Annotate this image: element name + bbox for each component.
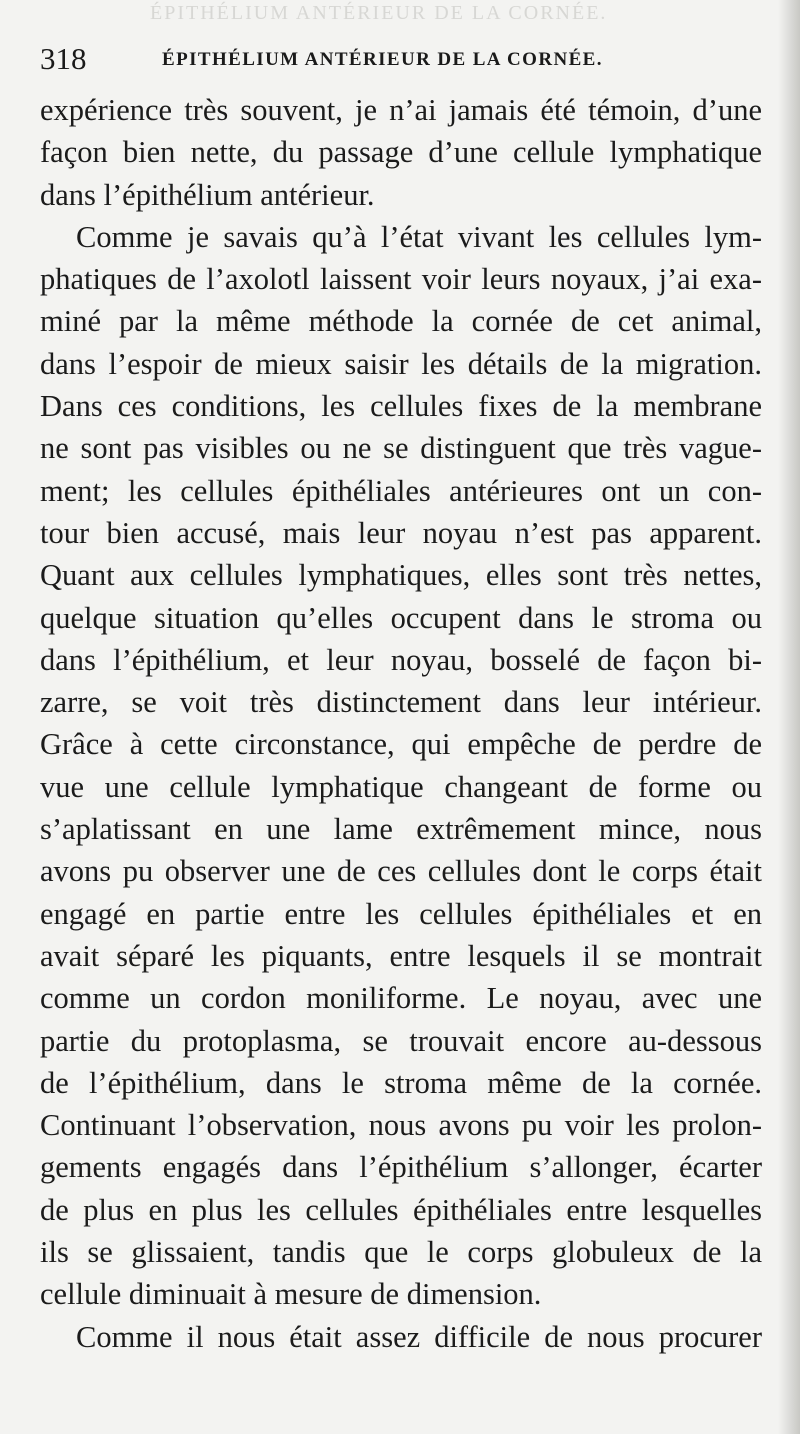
text-line: engagé en partie entre les cellules épithéliales et en (40, 896, 762, 931)
running-title: ÉPITHÉLIUM ANTÉRIEUR DE LA CORNÉE. (162, 49, 603, 70)
text-line: partie du protoplasma, se trouvait encore au-dessous (40, 1023, 762, 1058)
text-line: Quant aux cellules lymphatiques, elles sont très nettes, (40, 558, 762, 593)
text-line: cellule diminuait à mesure de dimension. (40, 1277, 542, 1312)
text-line: dans l’espoir de mieux saisir les détails de la migration. (40, 346, 762, 381)
text-line: tour bien accusé, mais leur noyau n’est pas apparent. (40, 515, 762, 550)
text-line: de plus en plus les cellules épithéliales entre lesquelles (40, 1192, 762, 1227)
text-line: ne sont pas visibles ou ne se distinguent que très vague- (40, 431, 762, 466)
text-line: s’aplatissant en une lame extrêmement mince, nous (40, 812, 762, 847)
text-line: expérience très souvent, je n’ai jamais été témoin, d’une (40, 93, 762, 127)
text-line: Dans ces conditions, les cellules fixes de la membrane (40, 389, 762, 424)
text-line: de l’épithélium, dans le stroma même de la cornée. (40, 1065, 762, 1100)
text-line: Comme il nous était assez difficile de nous procurer (76, 1319, 762, 1354)
page-number: 318 (40, 41, 87, 76)
text-line: dans l’épithélium antérieur. (40, 177, 375, 212)
body-text (40, 89, 762, 1358)
text-line: comme un cordon moniliforme. Le noyau, avec une (40, 981, 762, 1016)
text-line: avons pu observer une de ces cellules dont le corps était (40, 854, 762, 889)
text-line: quelque situation qu’elles occupent dans le stroma ou (40, 600, 762, 635)
text-line: Comme je savais qu’à l’état vivant les cellules lym- (76, 219, 762, 254)
text-line: avait séparé les piquants, entre lesquels il se montrait (40, 938, 762, 973)
text-line: Continuant l’observation, nous avons pu voir les prolon- (40, 1108, 762, 1143)
page-edge-shadow (778, 0, 800, 1434)
text-line: façon bien nette, du passage d’une cellule lymphatique (40, 135, 762, 170)
text-line: ils se glissaient, tandis que le corps globuleux de la (40, 1235, 762, 1270)
page-header (40, 40, 760, 80)
text-line: ment; les cellules épithéliales antérieures ont un con- (40, 473, 762, 508)
text-line: dans l’épithélium, et leur noyau, bosselé de façon bi- (40, 642, 762, 677)
text-line: Grâce à cette circonstance, qui empêche de perdre de (40, 727, 762, 762)
text-line: vue une cellule lymphatique changeant de forme ou (40, 769, 762, 804)
bleed-through-text: ÉPITHÉLIUM ANTÉRIEUR DE LA CORNÉE. (150, 2, 608, 24)
text-line: gements engagés dans l’épithélium s’allonger, écarter (40, 1150, 762, 1185)
text-line: phatiques de l’axolotl laissent voir leurs noyaux, j’ai exa- (40, 262, 762, 297)
text-line: miné par la même méthode la cornée de cet animal, (40, 304, 762, 339)
text-line: zarre, se voit très distinctement dans leur intérieur. (40, 685, 762, 720)
